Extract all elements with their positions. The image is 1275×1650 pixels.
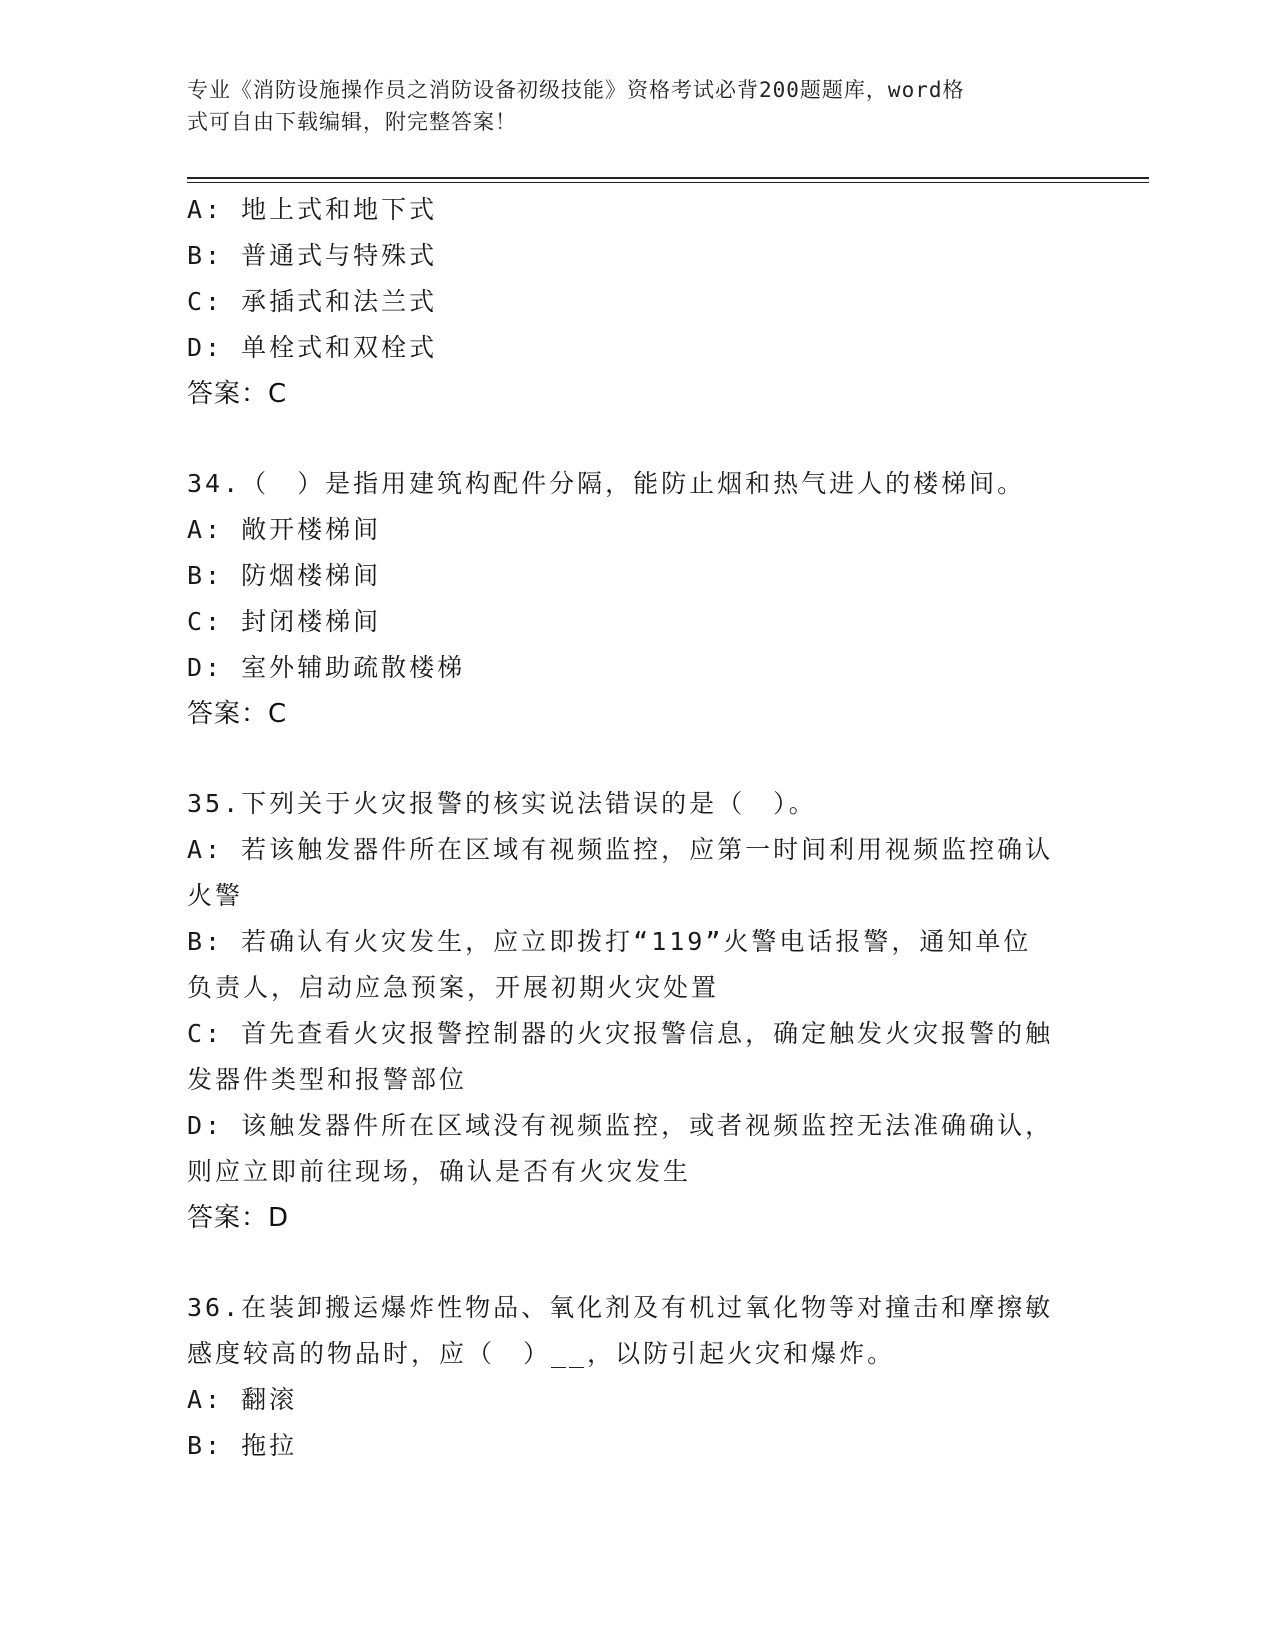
option-a: A: 敞开楼梯间: [187, 515, 382, 544]
option-a-line-1: A: 若该触发器件所在区域有视频监控，应第一时间利用视频监控确认: [187, 835, 1054, 864]
question-34: [187, 461, 1087, 737]
option-a-line-2: 火警: [187, 881, 244, 910]
document-header: [187, 74, 1067, 138]
option-d-line-2: 则应立即前往现场，确认是否有火灾发生: [187, 1157, 692, 1186]
question-text: 35.下列关于火灾报警的核实说法错误的是（ ）。: [187, 789, 817, 818]
option-d: D: 室外辅助疏散楼梯: [187, 653, 466, 682]
option-d-line-1: D: 该触发器件所在区域没有视频监控，或者视频监控无法准确确认，: [187, 1111, 1054, 1140]
header-title-line-2: 式可自由下载编辑，附完整答案！: [187, 110, 517, 134]
option-c-line-1: C: 首先查看火灾报警控制器的火灾报警信息，确定触发火灾报警的触: [187, 1019, 1054, 1048]
option-c-line-2: 发器件类型和报警部位: [187, 1065, 468, 1094]
question-33: [187, 187, 1087, 417]
option-a: A: 地上式和地下式: [187, 195, 438, 224]
question-36: [187, 1285, 1087, 1469]
option-b-line-2: 负责人，启动应急预案，开展初期火灾处置: [187, 973, 720, 1002]
header-divider-thick: [187, 177, 1149, 179]
question-text-line-1: 36.在装卸搬运爆炸性物品、氧化剂及有机过氧化物等对撞击和摩擦敏: [187, 1293, 1054, 1322]
spacer: [187, 417, 1087, 461]
question-text-line-2: 感度较高的物品时，应（ ）__，以防引起火灾和爆炸。: [187, 1339, 896, 1368]
header-title-line-1: 专业《消防设施操作员之消防设备初级技能》资格考试必背200题题库，word格: [187, 78, 965, 102]
header-divider-thin: [187, 182, 1149, 183]
question-text: 34.（ ）是指用建筑构配件分隔，能防止烟和热气进人的楼梯间。: [187, 469, 1026, 498]
option-a: A: 翻滚: [187, 1385, 298, 1414]
option-c: C: 承插式和法兰式: [187, 287, 438, 316]
spacer: [187, 737, 1087, 781]
option-b: B: 普通式与特殊式: [187, 241, 438, 270]
question-list: [187, 187, 1087, 1469]
option-b-line-1: B: 若确认有火灾发生，应立即拨打“119”火警电话报警，通知单位: [187, 927, 1032, 956]
question-35: [187, 781, 1087, 1241]
answer: 答案：C: [187, 699, 288, 729]
answer: 答案：C: [187, 379, 288, 409]
option-b: B: 拖拉: [187, 1431, 298, 1460]
option-c: C: 封闭楼梯间: [187, 607, 382, 636]
answer: 答案：D: [187, 1203, 290, 1233]
spacer: [187, 1241, 1087, 1285]
option-d: D: 单栓式和双栓式: [187, 333, 438, 362]
option-b: B: 防烟楼梯间: [187, 561, 382, 590]
